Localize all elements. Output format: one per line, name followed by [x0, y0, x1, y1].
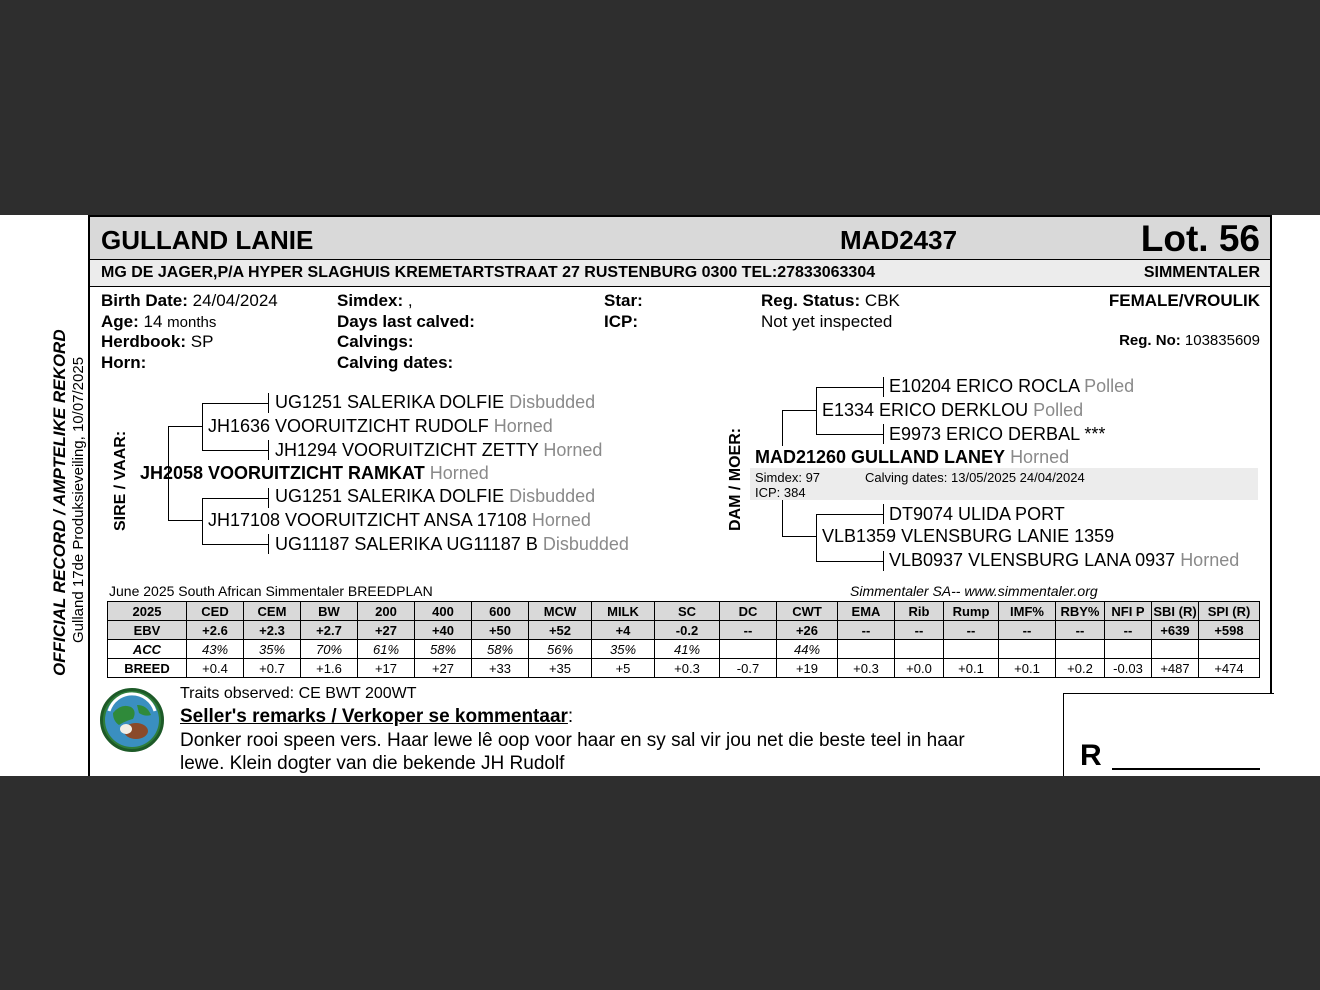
- dam-dam-dam: [889, 550, 1239, 571]
- icp-label: ICP:: [604, 312, 638, 331]
- ebv-cell: 200: [358, 602, 415, 621]
- dam-sire-sire: [889, 376, 1134, 397]
- ebv-cell: +40: [415, 621, 472, 640]
- ebv-cell: --: [895, 621, 944, 640]
- ebv-cell: [944, 640, 999, 659]
- dam-sire-sire-name: E10204 ERICO ROCLA: [889, 376, 1080, 396]
- ebv-cell: --: [720, 621, 777, 640]
- ebv-cell: 43%: [187, 640, 244, 659]
- ebv-cell: +474: [1199, 659, 1260, 678]
- ebv-cell: +27: [358, 621, 415, 640]
- sire-dam-name: JH17108 VOORUITZICHT ANSA 17108: [208, 510, 527, 530]
- sire-dam-sire-name: UG1251 SALERIKA DOLFIE: [275, 486, 505, 506]
- ebv-cell: 41%: [655, 640, 720, 659]
- dam-sire-dam: E9973 ERICO DERBAL ***: [889, 424, 1106, 444]
- ebv-cell: SPI (R): [1199, 602, 1260, 621]
- sire-dam-horn: Horned: [531, 510, 591, 530]
- simmentaler-logo: [100, 688, 164, 752]
- dam-horn: Horned: [1010, 447, 1070, 467]
- sire-name: JH2058 VOORUITZICHT RAMKAT: [140, 463, 425, 483]
- dam-dam-dam-horn: Horned: [1180, 550, 1240, 570]
- reg-no: [1119, 332, 1260, 349]
- ebv-cell: 70%: [301, 640, 358, 659]
- sex-label: FEMALE/VROULIK: [1108, 291, 1260, 310]
- ebv-cell: +52: [529, 621, 592, 640]
- ebv-cell: -0.2: [655, 621, 720, 640]
- dam-calving-dates: Calving dates: 13/05/2025 24/04/2024: [865, 470, 1085, 485]
- dam-dam-sire: DT9074 ULIDA PORT: [889, 504, 1065, 524]
- ebv-cell: [1152, 640, 1199, 659]
- remarks-line-2: lewe. Klein dogter van die bekende JH Rudolf: [180, 753, 565, 774]
- ebv-cell: CWT: [777, 602, 838, 621]
- animal-name: GULLAND LANIE: [101, 225, 314, 255]
- reg-status-value: CBK: [864, 291, 900, 310]
- star-label: Star:: [604, 291, 643, 310]
- age-unit: months: [167, 314, 217, 331]
- ebv-cell: [1199, 640, 1260, 659]
- ebv-cell: +0.3: [838, 659, 895, 678]
- ebv-cell: [1056, 640, 1105, 659]
- ebv-cell: RBY%: [1056, 602, 1105, 621]
- dam-dam-dam-name: VLB0937 VLENSBURG LANA 0937: [889, 550, 1176, 570]
- ebv-cell: +19: [777, 659, 838, 678]
- sire-sire-sire-horn: Disbudded: [509, 392, 596, 412]
- ebv-cell: 44%: [777, 640, 838, 659]
- ebv-header-row: [108, 602, 1260, 621]
- calving-dates-label: Calving dates:: [337, 353, 454, 372]
- ebv-cell: ACC: [108, 640, 187, 659]
- dam-sire-name: E1334 ERICO DERKLOU: [822, 400, 1029, 420]
- ebv-cell: NFI P: [1105, 602, 1152, 621]
- reg-code: MAD2437: [840, 225, 958, 255]
- breed-label: SIMMENTALER: [1143, 264, 1260, 281]
- sire-sire: [208, 416, 553, 437]
- sire-dam-sire: [275, 486, 595, 507]
- reg-no-label: Reg. No:: [1119, 332, 1181, 349]
- ebv-cell: 600: [472, 602, 529, 621]
- ebv-cell: +598: [1199, 621, 1260, 640]
- days-last-calved-label: Days last calved:: [337, 312, 475, 331]
- dam-icp: ICP: 384: [755, 485, 806, 500]
- sire-sire-horn: Horned: [493, 416, 553, 436]
- sire-sire-sire-name: UG1251 SALERIKA DOLFIE: [275, 392, 505, 412]
- ebv-cell: -0.03: [1105, 659, 1152, 678]
- owner-bar: [90, 260, 1270, 287]
- ebv-cell: +5: [592, 659, 655, 678]
- ebv-cell: +0.4: [187, 659, 244, 678]
- ebv-cell: [1105, 640, 1152, 659]
- ebv-cell: +487: [1152, 659, 1199, 678]
- sire-dam-dam-horn: Disbudded: [542, 534, 629, 554]
- ebv-cell: +27: [415, 659, 472, 678]
- sire-label: SIRE / VAAR:: [112, 430, 129, 531]
- sire-dam-sire-horn: Disbudded: [509, 486, 596, 506]
- ebv-cell: DC: [720, 602, 777, 621]
- ebv-cell: +0.1: [944, 659, 999, 678]
- sale-label: Gulland 17de Produksieveiling, 10/07/2025: [70, 356, 87, 643]
- ebv-cell: -0.7: [720, 659, 777, 678]
- breedplan-caption: June 2025 South African Simmentaler BREEDPLAN: [109, 583, 433, 599]
- reg-status-label: Reg. Status:: [761, 291, 861, 310]
- ebv-cell: +0.1: [999, 659, 1056, 678]
- ebv-cell: --: [944, 621, 999, 640]
- dam-label: DAM / MOER:: [727, 427, 744, 531]
- dam-sire-horn: Polled: [1033, 400, 1084, 420]
- ebv-row: [108, 621, 1260, 640]
- birth-date-label: Birth Date:: [101, 291, 188, 310]
- ebv-cell: 58%: [415, 640, 472, 659]
- ebv-cell: MILK: [592, 602, 655, 621]
- simdex-value: ,: [407, 291, 413, 310]
- age-label: Age:: [101, 312, 139, 331]
- ebv-cell: 56%: [529, 640, 592, 659]
- birth-date: [101, 291, 278, 311]
- ebv-cell: +0.3: [655, 659, 720, 678]
- age-value: 14: [143, 312, 163, 331]
- ebv-cell: CEM: [244, 602, 301, 621]
- ebv-cell: +35: [529, 659, 592, 678]
- ebv-cell: +0.2: [1056, 659, 1105, 678]
- herdbook: [101, 332, 213, 352]
- sire-dam-dam: [275, 534, 629, 555]
- price-line[interactable]: [1112, 768, 1260, 770]
- inspection-status: Not yet inspected: [761, 312, 893, 331]
- ebv-cell: +639: [1152, 621, 1199, 640]
- ebv-cell: +33: [472, 659, 529, 678]
- sire-sire-sire: [275, 392, 595, 413]
- ebv-cell: 35%: [244, 640, 301, 659]
- sire-sire-dam-name: JH1294 VOORUITZICHT ZETTY: [275, 440, 539, 460]
- dam-sire: [822, 400, 1083, 421]
- ebv-cell: 61%: [358, 640, 415, 659]
- sire-sire-name: JH1636 VOORUITZICHT RUDOLF: [208, 416, 489, 436]
- ebv-cell: Rump: [944, 602, 999, 621]
- ebv-cell: +4: [592, 621, 655, 640]
- sire-sire-dam: [275, 440, 602, 461]
- breedplan-website: Simmentaler SA-- www.simmentaler.org: [850, 583, 1098, 599]
- ebv-cell: IMF%: [999, 602, 1056, 621]
- sire-horn: Horned: [429, 463, 489, 483]
- ebv-cell: +0.7: [244, 659, 301, 678]
- ebv-cell: +50: [472, 621, 529, 640]
- sire-dam: [208, 510, 591, 531]
- lot-card: [0, 215, 1320, 776]
- sire: [140, 463, 489, 484]
- ebv-cell: CED: [187, 602, 244, 621]
- ebv-cell: +1.6: [301, 659, 358, 678]
- lot-number: Lot. 56: [1140, 218, 1260, 259]
- ebv-cell: +2.3: [244, 621, 301, 640]
- herdbook-label: Herdbook:: [101, 332, 186, 351]
- ebv-cell: +2.6: [187, 621, 244, 640]
- remarks-line-1: Donker rooi speen vers. Haar lewe lê oop voor haar en sy sal vir jou net die beste teel in haar: [180, 730, 965, 751]
- ebv-cell: 35%: [592, 640, 655, 659]
- price-label: R: [1080, 739, 1102, 772]
- ebv-cell: --: [1105, 621, 1152, 640]
- ebv-cell: [720, 640, 777, 659]
- reg-status: [761, 291, 900, 311]
- title-bar: [90, 217, 1270, 260]
- sire-sire-dam-horn: Horned: [543, 440, 603, 460]
- ebv-row: [108, 640, 1260, 659]
- ebv-cell: [895, 640, 944, 659]
- ebv-cell: EBV: [108, 621, 187, 640]
- ebv-cell: [999, 640, 1056, 659]
- remarks-colon: :: [567, 706, 574, 727]
- ebv-row: [108, 659, 1260, 678]
- horn-label: Horn:: [101, 353, 147, 372]
- reg-no-value: 103835609: [1184, 332, 1260, 349]
- ebv-cell: --: [999, 621, 1056, 640]
- age: [101, 312, 216, 332]
- ebv-cell: +26: [777, 621, 838, 640]
- ebv-cell: EMA: [838, 602, 895, 621]
- owner-line: MG DE JAGER,P/A HYPER SLAGHUIS KREMETARTSTRAAT 27 RUSTENBURG 0300 TEL:27833063304: [101, 264, 876, 281]
- ebv-cell: SBI (R): [1153, 603, 1197, 619]
- dam-simdex: Simdex: 97: [755, 470, 821, 485]
- ebv-cell: [838, 640, 895, 659]
- official-record-label: OFFICIAL RECORD / AMPTELIKE REKORD: [50, 329, 69, 676]
- ebv-cell: 400: [415, 602, 472, 621]
- ebv-cell: --: [1056, 621, 1105, 640]
- ebv-cell: MCW: [529, 602, 592, 621]
- herdbook-value: SP: [190, 332, 214, 351]
- ebv-table: [107, 601, 1260, 678]
- ebv-cell: Rib: [895, 602, 944, 621]
- remarks-heading: [180, 706, 573, 728]
- ebv-cell: --: [838, 621, 895, 640]
- simdex-label: Simdex:: [337, 291, 404, 310]
- ebv-cell: BW: [301, 602, 358, 621]
- calvings-label: Calvings:: [337, 332, 414, 351]
- dam: [755, 447, 1069, 468]
- ebv-cell: SC: [655, 602, 720, 621]
- ebv-cell: +2.7: [301, 621, 358, 640]
- dam-name: MAD21260 GULLAND LANEY: [755, 447, 1006, 467]
- remarks-title: Seller's remarks / Verkoper se kommentaar: [180, 706, 568, 727]
- ebv-cell: +0.0: [895, 659, 944, 678]
- ebv-cell: BREED: [108, 659, 187, 678]
- dam-dam: VLB1359 VLENSBURG LANIE 1359: [822, 526, 1115, 546]
- price-box[interactable]: [1063, 693, 1274, 776]
- ebv-cell: 2025: [108, 602, 187, 621]
- sire-dam-dam-name: UG11187 SALERIKA UG11187 B: [275, 534, 538, 554]
- dam-info-box: [750, 468, 1258, 500]
- dam-sire-sire-horn: Polled: [1084, 376, 1135, 396]
- ebv-cell: 58%: [472, 640, 529, 659]
- traits-observed: Traits observed: CE BWT 200WT: [180, 685, 417, 702]
- simdex: [337, 291, 413, 311]
- birth-date-value: 24/04/2024: [192, 291, 278, 310]
- ebv-cell: +17: [358, 659, 415, 678]
